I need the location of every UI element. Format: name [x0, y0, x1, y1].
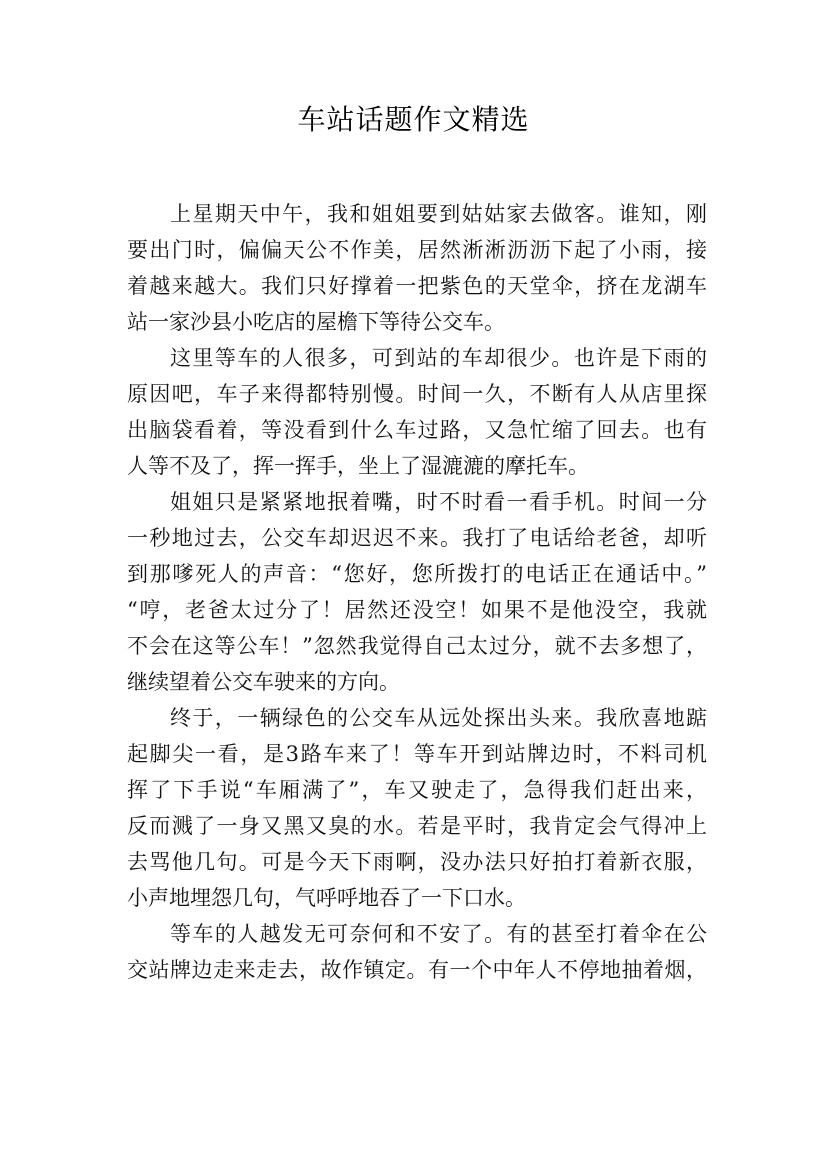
document-title: 车站话题作文精选: [297, 103, 530, 136]
text-line: 终于，一辆绿色的公交车从远处探出头来。我欣喜地踮: [170, 706, 707, 730]
text-line: 等车的人越发无可奈何和不安了。有的甚至打着伞在公: [170, 922, 707, 946]
text-line: 原因吧，车子来得都特别慢。时间一久，不断有人从店里探: [127, 382, 707, 406]
text-line: 出脑袋看着，等没看到什么车过路，又急忙缩了回去。也有: [127, 418, 707, 442]
text-line: 反而溅了一身又黑又臭的水。若是平时，我肯定会气得冲上: [127, 814, 707, 838]
text-line: 一秒地过去，公交车却迟迟不来。我打了电话给老爸，却听: [127, 526, 707, 550]
text-line: 去骂他几句。可是今天下雨啊，没办法只好拍打着新衣服，: [127, 850, 707, 874]
text-line: 姐姐只是紧紧地抿着嘴，时不时看一看手机。时间一分: [170, 490, 707, 514]
text-line: 小声地埋怨几句，气呼呼地吞了一下口水。: [127, 886, 526, 910]
text-line: 起脚尖一看，是3路车来了！等车开到站牌边时，不料司机: [127, 742, 707, 766]
text-line: 不会在这等公车！”忽然我觉得自己太过分，就不去多想了，: [127, 634, 707, 658]
text-line: 挥了下手说“车厢满了”，车又驶走了，急得我们赶出来，: [127, 778, 707, 802]
text-line: 这里等车的人很多，可到站的车却很少。也许是下雨的: [170, 346, 707, 370]
text-line: “哼，老爸太过分了！居然还没空！如果不是他没空，我就: [127, 598, 707, 622]
text-line: 站一家沙县小吃店的屋檐下等待公交车。: [127, 310, 505, 334]
text-line: 人等不及了，挥一挥手，坐上了湿漉漉的摩托车。: [127, 454, 589, 478]
text-line: 继续望着公交车驶来的方向。: [127, 670, 400, 694]
text-line: 交站牌边走来走去，故作镇定。有一个中年人不停地抽着烟，: [127, 958, 707, 982]
text-line: 要出门时，偏偏天公不作美，居然淅淅沥沥下起了小雨，接: [127, 238, 707, 262]
text-line: 上星期天中午，我和姐姐要到姑姑家去做客。谁知，刚: [170, 202, 707, 226]
text-line: 着越来越大。我们只好撑着一把紫色的天堂伞，挤在龙湖车: [127, 274, 707, 298]
text-line: 到那嗲死人的声音：“您好，您所拨打的电话正在通话中。”: [127, 562, 707, 586]
